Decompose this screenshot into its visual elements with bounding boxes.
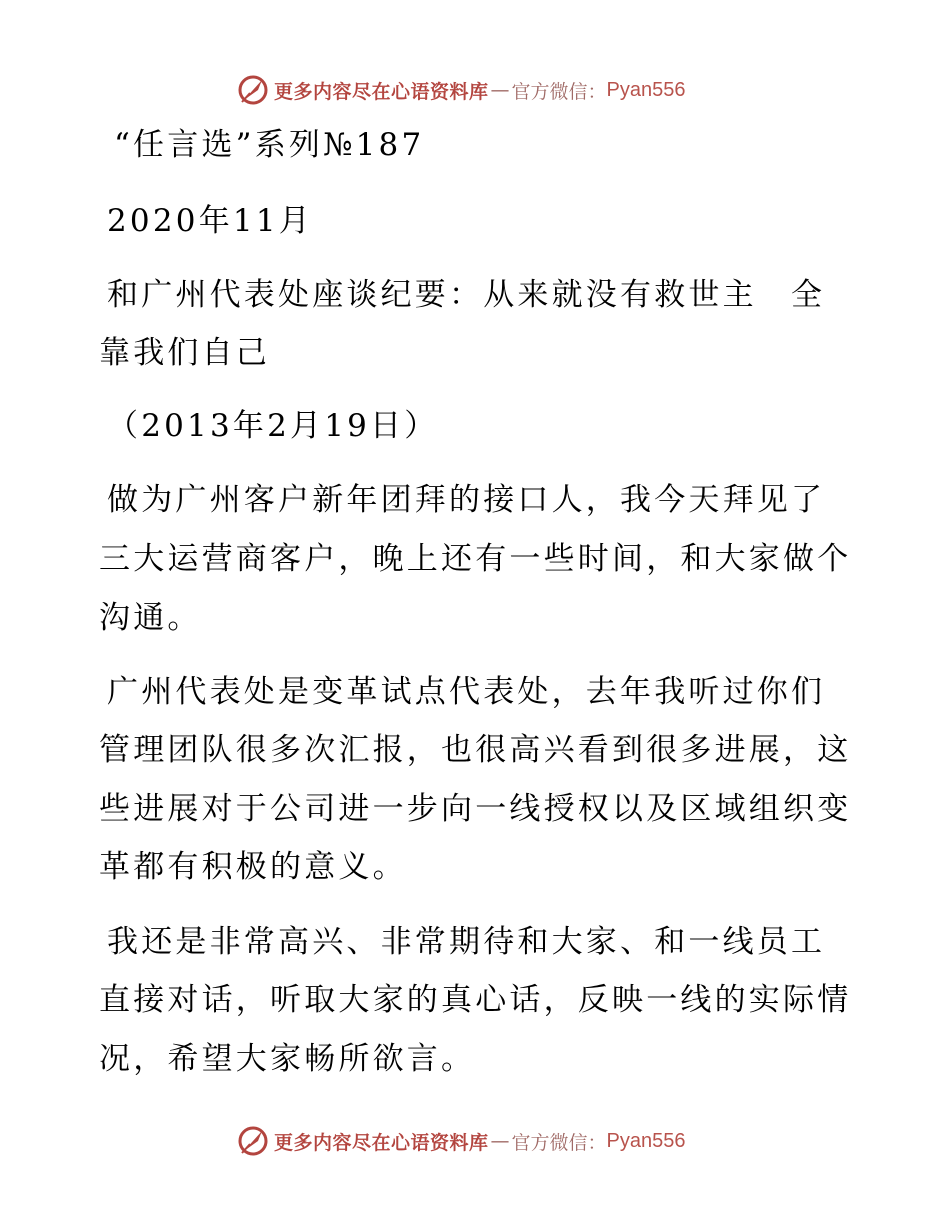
publish-date: 2020年11月 <box>107 203 313 239</box>
watermark-wechat-label: 官方微信： <box>511 1131 607 1154</box>
header-watermark <box>236 70 716 110</box>
paragraph-3-line-2: 直接对话，听取大家的真心话，反映一线的实际情 <box>99 982 852 1018</box>
watermark-wechat-id: Pyan556 <box>606 1129 686 1152</box>
footer-watermark <box>236 1121 716 1161</box>
paragraph-1-line-3: 沟通。 <box>99 600 202 636</box>
paragraph-3-line-1: 我还是非常高兴、非常期待和大家、和一线员工 <box>107 924 826 960</box>
watermark-wechat-label: 官方微信： <box>511 80 607 103</box>
paragraph-2-line-4: 革都有积极的意义。 <box>99 849 407 885</box>
paragraph-1-line-2: 三大运营商客户，晚上还有一些时间，和大家做个 <box>99 541 852 577</box>
paragraph-3-line-3: 况，希望大家畅所欲言。 <box>99 1041 476 1077</box>
watermark-text: 更多内容尽在心语资料库 <box>274 80 489 103</box>
paragraph-1-line-1: 做为广州客户新年团拜的接口人，我今天拜见了 <box>107 482 826 518</box>
paragraph-2-line-3: 些进展对于公司进一步向一线授权以及区域组织变 <box>99 791 852 827</box>
series-label: “任言选”系列№187 <box>114 127 425 163</box>
watermark-separator: — <box>490 79 510 101</box>
paragraph-2-line-1: 广州代表处是变革试点代表处，去年我听过你们 <box>107 674 826 710</box>
document-title-line-1: 和广州代表处座谈纪要：从来就没有救世主 全 <box>107 277 826 313</box>
document-title-line-2: 靠我们自己 <box>99 335 270 371</box>
feather-pen-logo-icon <box>236 73 270 107</box>
meeting-date: （2013年2月19日） <box>107 408 439 444</box>
watermark-wechat-id: Pyan556 <box>606 78 686 101</box>
paragraph-2-line-2: 管理团队很多次汇报，也很高兴看到很多进展，这 <box>99 732 852 768</box>
watermark-text: 更多内容尽在心语资料库 <box>274 1131 489 1154</box>
feather-pen-logo-icon <box>236 1124 270 1158</box>
watermark-separator: — <box>490 1130 510 1152</box>
